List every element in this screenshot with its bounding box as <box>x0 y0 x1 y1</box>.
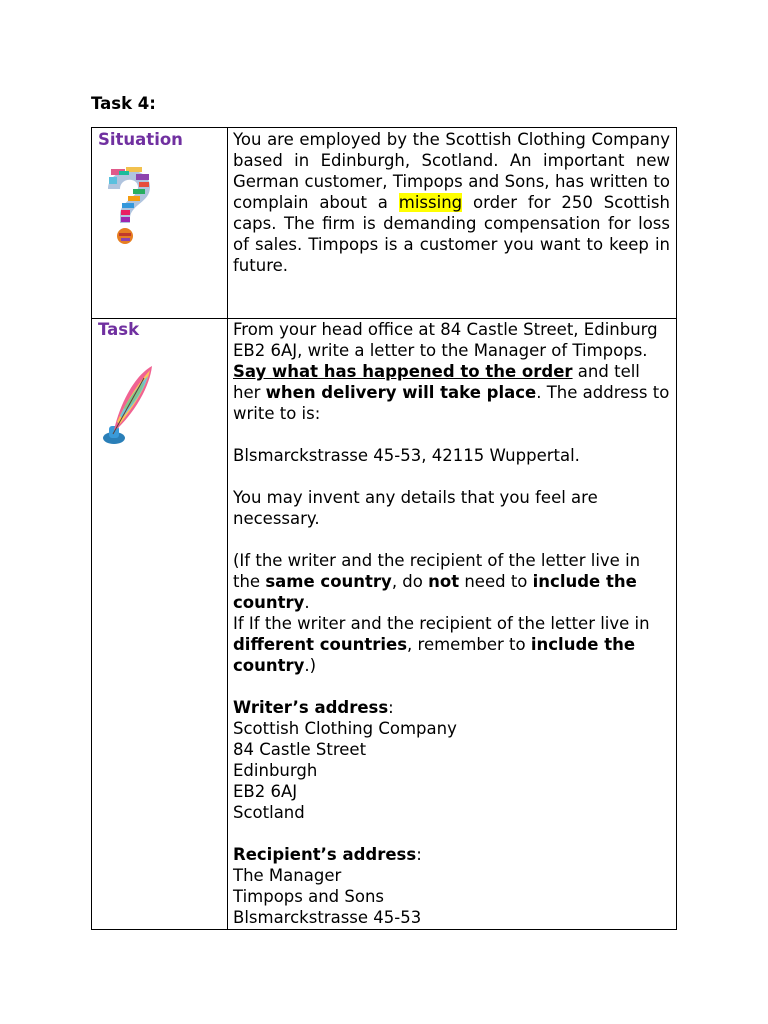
task-text <box>233 319 670 928</box>
question-mark-word-cloud-icon <box>100 162 158 248</box>
writer-address-line: EB2 6AJ <box>233 782 298 801</box>
column-divider <box>227 128 228 929</box>
destination-address: Blsmarckstrasse 45-53, 42115 Wuppertal. <box>233 446 580 465</box>
writer-address-heading: Writer’s address: <box>233 698 394 717</box>
different-country-note: If If the writer and the recipient of the letter live in different countries, remember to include the country.) <box>233 614 650 675</box>
highlighted-word: missing <box>398 193 463 212</box>
situation-label: Situation <box>98 130 183 149</box>
writer-address-line: Edinburgh <box>233 761 318 780</box>
invent-note: You may invent any details that you feel are necessary. <box>233 488 598 528</box>
writer-address-line: 84 Castle Street <box>233 740 367 759</box>
quill-pen-icon <box>100 364 156 446</box>
task-table <box>91 127 677 930</box>
task-label: Task <box>98 320 140 339</box>
recipient-address-line: The Manager <box>233 866 342 885</box>
recipient-address-line: Timpops and Sons <box>233 887 385 906</box>
same-country-note: (If the writer and the recipient of the letter live in the same country, do not need to include the country. <box>233 551 641 612</box>
recipient-address-line: Blsmarckstrasse 45-53 <box>233 908 422 927</box>
situation-text: You are employed by the Scottish Clothing Company based in Edinburgh, Scotland. An important new German customer, Timpops and Sons, has written to complain about a missing order for 250 Scottish caps. The firm is demanding compensation for loss of sales. Timpops is a customer you want to keep in future. <box>233 130 670 275</box>
writer-address-line: Scottish Clothing Company <box>233 719 457 738</box>
writer-address-line: Scotland <box>233 803 305 822</box>
recipient-address-heading: Recipient’s address: <box>233 845 422 864</box>
task-intro: From your head office at 84 Castle Street, Edinburg EB2 6AJ, write a letter to the Manager of Timpops. Say what has happened to the order and tell her when delivery will take place. The address to write to is: <box>233 320 670 423</box>
page-heading: Task 4: <box>91 94 156 113</box>
